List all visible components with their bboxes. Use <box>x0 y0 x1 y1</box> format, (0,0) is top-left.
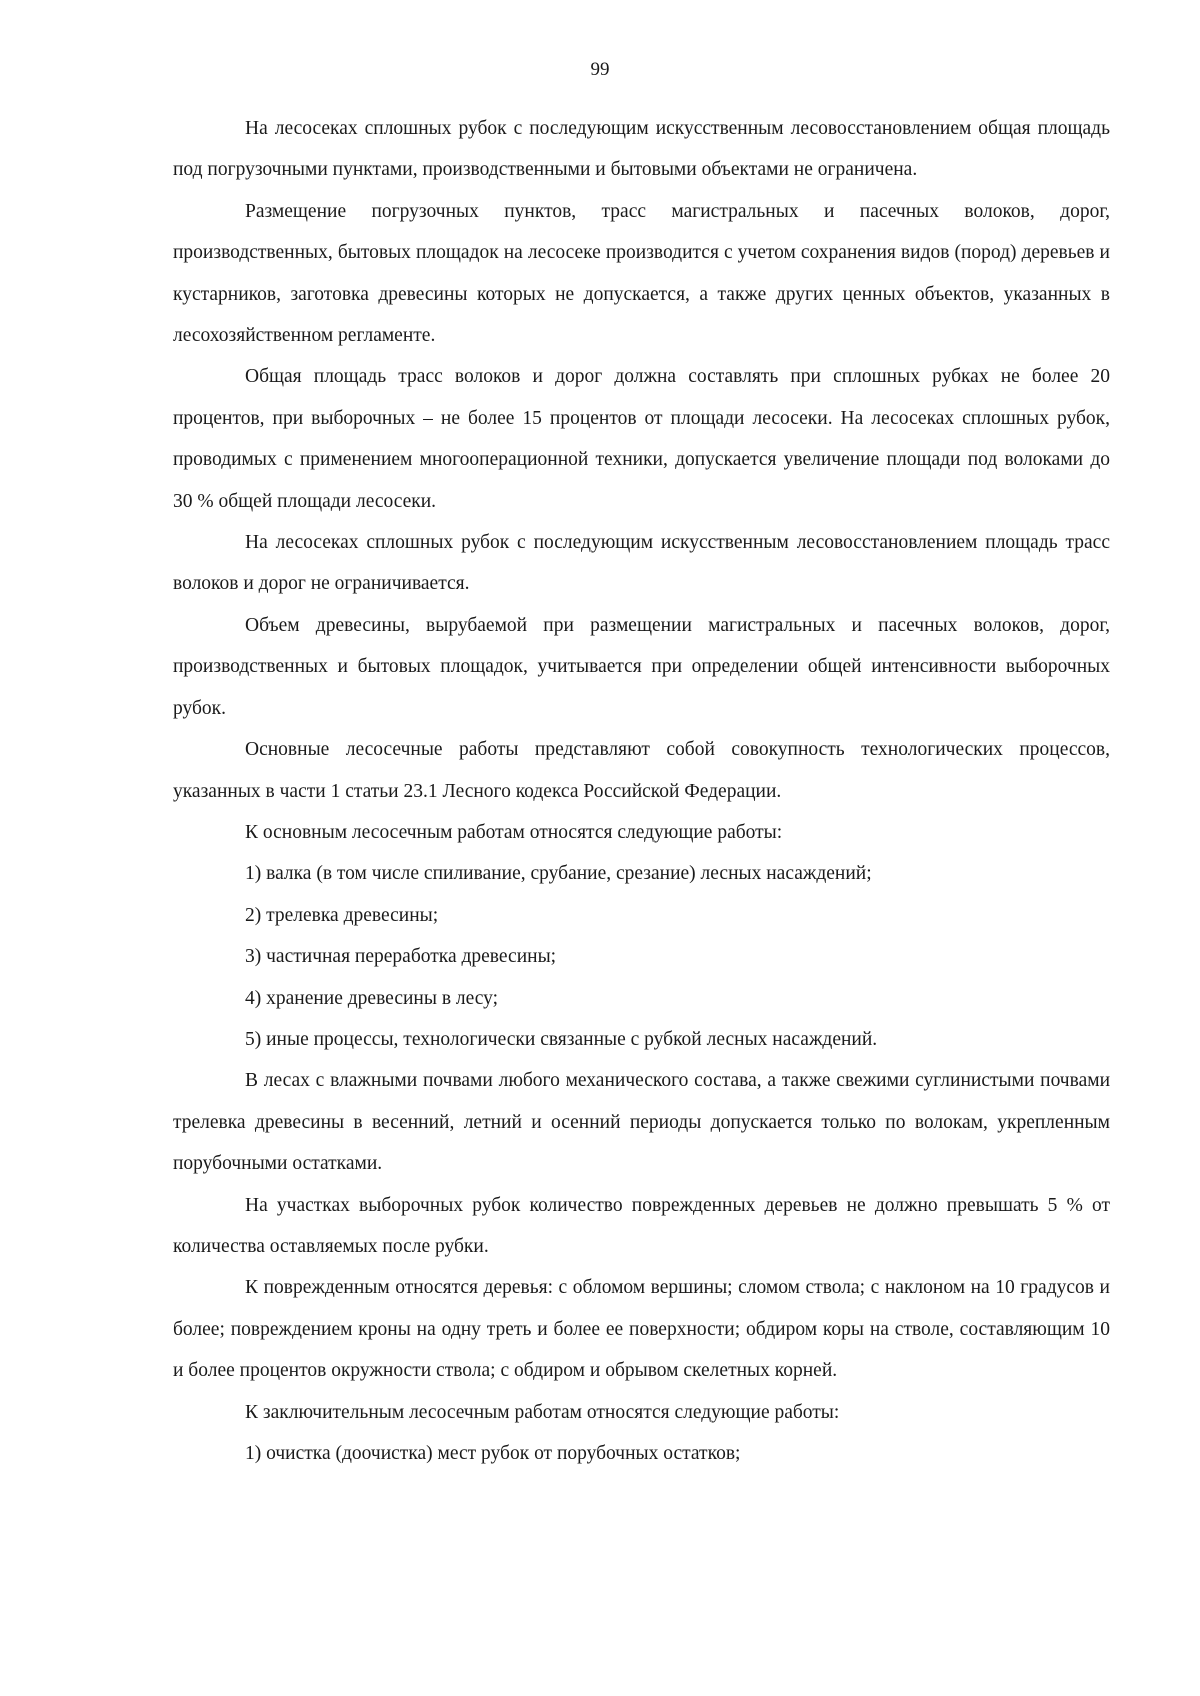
list-item: 5) иные процессы, технологически связанные с рубкой лесных насаждений. <box>245 1028 878 1050</box>
paragraph: Объем древесины, вырубаемой при размещении магистральных и пасечных волоков, дорог, производственных и бытовых площадок, учитывается при определении общей интенсивности выборочных рубок. <box>173 614 1110 719</box>
paragraph: На лесосеках сплошных рубок с последующим искусственным лесовосстановлением общая площадь под погрузочными пунктами, производственными и бытовыми объектами не ограничена. <box>173 118 1110 181</box>
paragraph: К поврежденным относятся деревья: с обломом вершины; сломом ствола; с наклоном на 10 градусов и более; повреждением кроны на одну треть и более ее поверхности; обдиром коры на стволе, составляющим 10 и более процентов окружности ствола; с обдиром и обрывом скелетных корней. <box>173 1277 1110 1382</box>
page-number: 99 <box>590 59 610 80</box>
list-item: 4) хранение древесины в лесу; <box>245 987 499 1009</box>
list-item: 2) трелевка древесины; <box>245 904 439 926</box>
paragraph: Основные лесосечные работы представляют собой совокупность технологических процессов, указанных в части 1 статьи 23.1 Лесного кодекса Российской Федерации. <box>173 739 1110 802</box>
paragraph: На участках выборочных рубок количество поврежденных деревьев не должно превышать 5 % от количества оставляемых после рубки. <box>173 1194 1110 1257</box>
paragraph: На лесосеках сплошных рубок с последующим искусственным лесовосстановлением площадь трасс волоков и дорог не ограничивается. <box>173 532 1110 595</box>
paragraph: К основным лесосечным работам относятся следующие работы: <box>245 821 783 843</box>
paragraph: В лесах с влажными почвами любого механического состава, а также свежими суглинистыми почвами трелевка древесины в весенний, летний и осенний периоды допускается только по волокам, укрепленным порубочными остатками. <box>173 1070 1110 1175</box>
list-item: 1) очистка (доочистка) мест рубок от порубочных остатков; <box>245 1443 741 1464</box>
paragraph: Размещение погрузочных пунктов, трасс магистральных и пасечных волоков, дорог, производственных, бытовых площадок на лесосеке производится с учетом сохранения видов (пород) деревьев и кустарников, заготовка древесины которых не допускается, а также других ценных объектов, указанных в лесохозяйственном регламенте. <box>173 200 1110 347</box>
paragraph: Общая площадь трасс волоков и дорог должна составлять при сплошных рубках не более 20 процентов, при выборочных – не более 15 процентов от площади лесосеки. На лесосеках сплошных рубок, проводимых с применением многооперационной техники, допускается увеличение площади под волоками до 30 % общей площади лесосеки. <box>173 366 1110 512</box>
list-item: 3) частичная переработка древесины; <box>245 946 557 968</box>
list-item: 1) валка (в том числе спиливание, срубание, срезание) лесных насаждений; <box>245 863 872 885</box>
body-text <box>173 108 1110 1474</box>
paragraph: К заключительным лесосечным работам относятся следующие работы: <box>245 1401 840 1423</box>
